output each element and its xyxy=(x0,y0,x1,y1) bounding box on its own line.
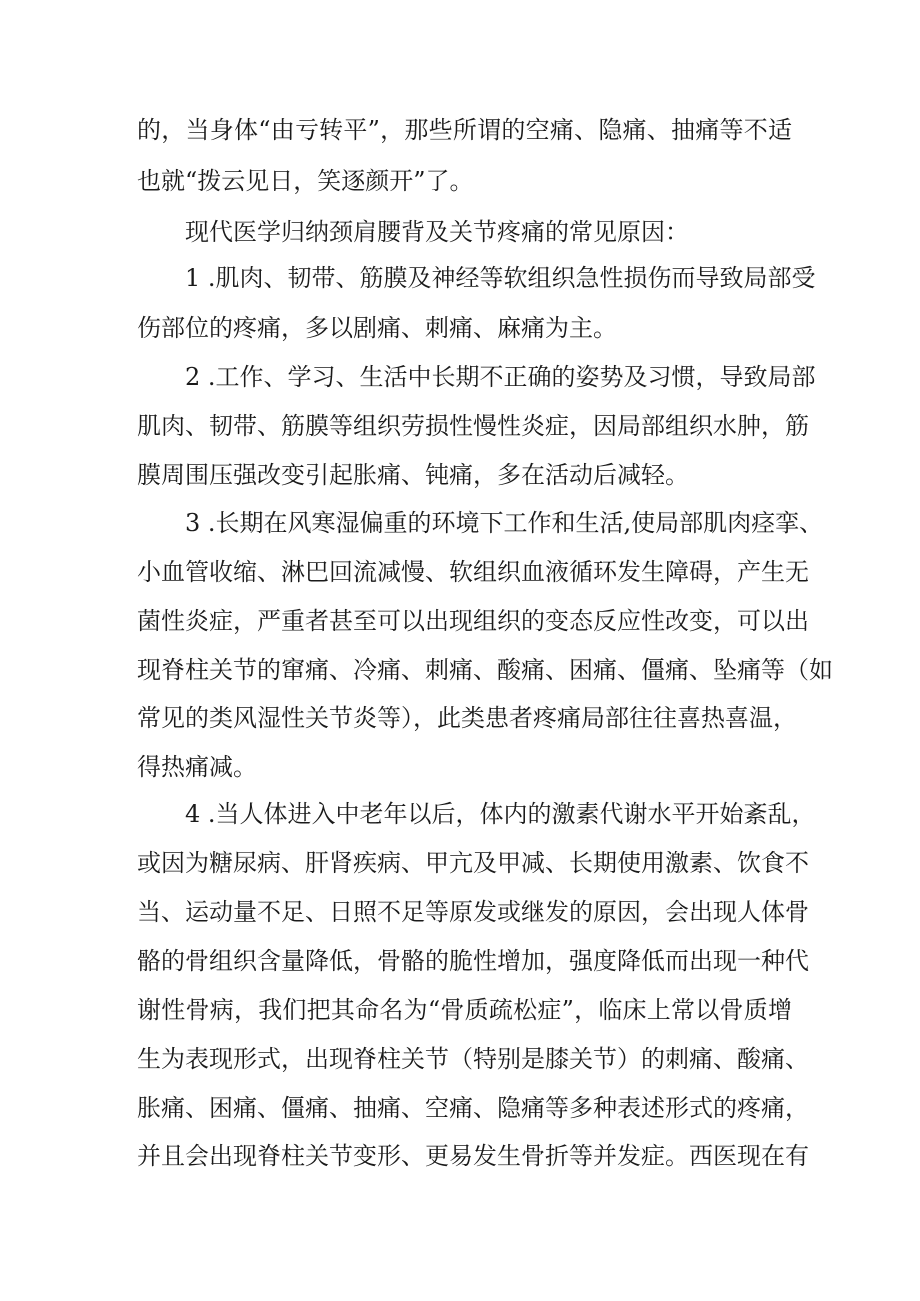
list-item-4-line: 4 .当人体进入中老年以后，体内的激素代谢水平开始紊乱， xyxy=(185,800,816,828)
list-item-3-line: 小血管收缩、淋巴回流减慢、软组织血液循环发生障碍，产生无 xyxy=(137,558,809,586)
list-item-1-line: 伤部位的疼痛，多以剧痛、刺痛、麻痛为主。 xyxy=(137,314,617,342)
list-item-4-line: 并且会出现脊柱关节变形、更易发生骨折等并发症。西医现在有 xyxy=(137,1142,809,1170)
list-item-2-line: 膜周围压强改变引起胀痛、钝痛，多在活动后减轻。 xyxy=(137,461,689,489)
text-line: 的，当身体“由亏转平”，那些所谓的空痛、隐痛、抽痛等不适 xyxy=(137,116,792,144)
list-item-3-line: 现脊柱关节的窜痛、冷痛、刺痛、酸痛、困痛、僵痛、坠痛等（如 xyxy=(137,656,833,684)
list-item-4-line: 当、运动量不足、日照不足等原发或继发的原因，会出现人体骨 xyxy=(137,898,809,926)
list-item-4-line: 或因为糖尿病、肝肾疾病、甲亢及甲减、长期使用激素、饮食不 xyxy=(137,849,809,877)
text-line: 现代医学归纳颈肩腰背及关节疼痛的常见原因： xyxy=(185,218,689,246)
list-item-4-line: 骼的骨组织含量降低，骨骼的脆性增加，强度降低而出现一种代 xyxy=(137,947,809,975)
list-item-2-line: 肌肉、韧带、筋膜等组织劳损性慢性炎症，因局部组织水肿，筋 xyxy=(137,412,809,440)
text-line: 也就“拨云见日，笑逐颜开”了。 xyxy=(137,167,474,195)
list-item-1-line: 1 .肌肉、韧带、筋膜及神经等软组织急性损伤而导致局部受 xyxy=(185,264,816,292)
list-item-4-line: 胀痛、困痛、僵痛、抽痛、空痛、隐痛等多种表述形式的疼痛， xyxy=(137,1094,809,1122)
list-item-3-line: 常见的类风湿性关节炎等），此类患者疼痛局部往往喜热喜温， xyxy=(137,704,797,732)
list-item-4-line: 谢性骨病，我们把其命名为“骨质疏松症”，临床上常以骨质增 xyxy=(137,996,792,1024)
list-item-3-line: 菌性炎症，严重者甚至可以出现组织的变态反应性改变，可以出 xyxy=(137,607,809,635)
list-item-2-line: 2 .工作、学习、生活中长期不正确的姿势及习惯，导致局部 xyxy=(185,363,816,391)
list-item-3-line: 得热痛减。 xyxy=(137,753,257,781)
list-item-3-line: 3 .长期在风寒湿偏重的环境下工作和生活,使局部肌肉痉挛、 xyxy=(185,509,824,537)
list-item-4-line: 生为表现形式，出现脊柱关节（特别是膝关节）的刺痛、酸痛、 xyxy=(137,1045,809,1073)
